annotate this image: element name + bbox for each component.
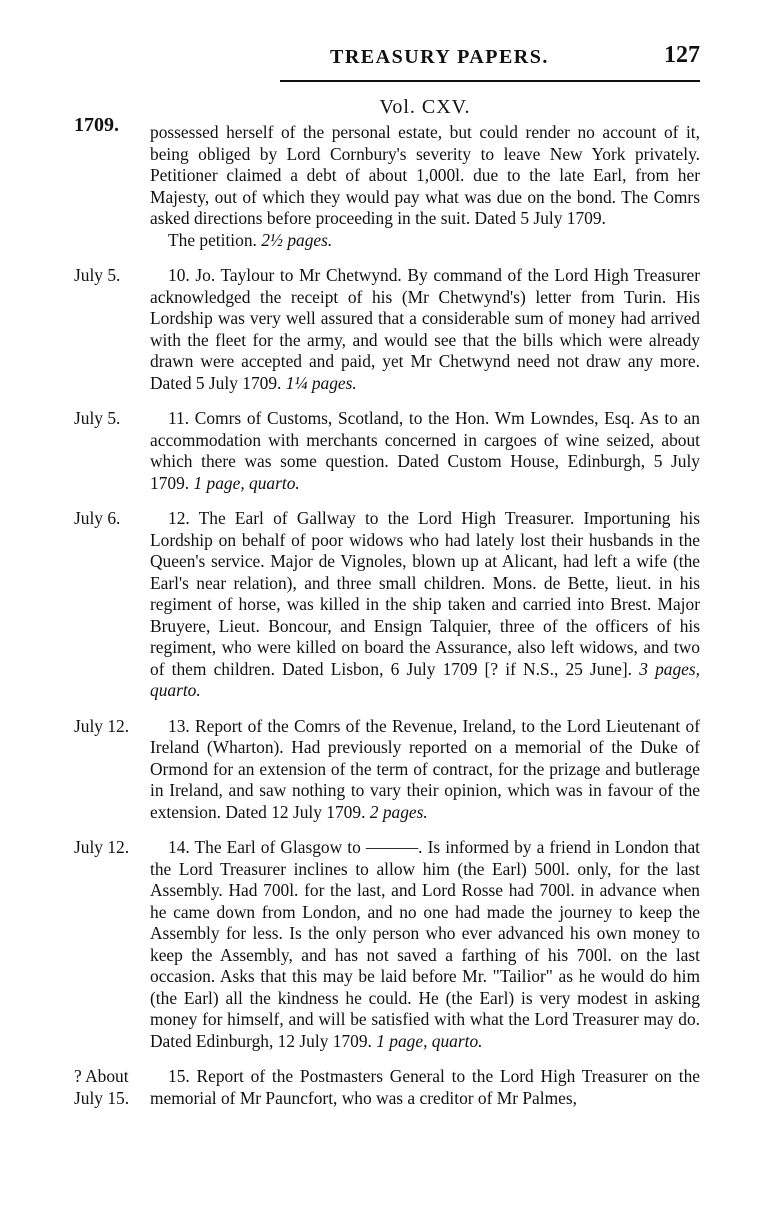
- year-margin-note: 1709.: [74, 114, 119, 136]
- page-number: 127: [664, 42, 700, 68]
- enclosure-line: [150, 230, 700, 252]
- entry-text: [150, 1066, 700, 1109]
- entry-pages: 2 pages.: [369, 801, 428, 822]
- volume-heading: Vol. CXV.: [379, 96, 471, 118]
- entry-text: [150, 508, 700, 702]
- enclosure-pages: 2½ pages.: [261, 229, 333, 250]
- header-rule: [280, 80, 700, 82]
- continuation-entry: [150, 122, 700, 251]
- entry-15: [74, 1066, 700, 1109]
- entry-14: [74, 837, 700, 1052]
- entry-pages: 1 page, quarto.: [193, 472, 300, 493]
- entry-10: [74, 265, 700, 394]
- entry-date: July 12.: [74, 837, 130, 857]
- entry-body: 15. Report of the Postmasters General to the Lord High Treasurer on the memorial of Mr Pauncfort, who was a creditor of Mr Palmes,: [150, 1066, 700, 1108]
- running-head: [280, 42, 700, 82]
- entry-date: ? About July 15.: [74, 1066, 130, 1108]
- entry-date: July 12.: [74, 715, 130, 736]
- entry-body: 12. The Earl of Gallway to the Lord High Treasurer. Importuning his Lordship on behalf of poor widows who had lately lost their husbands in the Queen's service. Major de Vignoles, blown up at Alicant, had left a wife (the Earl's near relation), and three small children. Mons. de Bette, lieut. in his regiment of horse, was killed in the ship taken and carried into Brest. Major Bruyere, Lieut. Boncour, and Ensign Talquier, three of the officers of his regiment, who were killed on board the Assurance, also left widows, and two of them children. Dated Lisbon, 6 July 1709 [? if N.S., 25 June].: [150, 508, 700, 679]
- entry-pages: 3 pages, quarto.: [150, 658, 701, 700]
- entry-date: July 5.: [74, 408, 121, 428]
- entry-text: [150, 408, 700, 494]
- entry-pages: 1¼ pages.: [285, 372, 357, 393]
- continuation-text: possessed herself of the personal estate, but could render no account of it, being obliged by Lord Cornbury's severity to leave New York privately. Petitioner claimed a debt of about 1,000l. due to the late Earl, from her Majesty, out of which they would pay what was due on the bond. The Comrs asked directions before proceeding in the suit. Dated 5 July 1709.: [150, 122, 700, 228]
- running-title: TREASURY PAPERS.: [330, 46, 549, 68]
- entry-text: [150, 716, 700, 824]
- text-column: [74, 122, 701, 1109]
- entry-11: [74, 408, 700, 494]
- entry-body: 11. Comrs of Customs, Scotland, to the Hon. Wm Lowndes, Esq. As to an accommodation with merchants concerned in cargoes of wine seized, about which there was some question. Dated Custom House, Edinburgh, 5 July 1709.: [150, 408, 700, 493]
- entry-13: [74, 715, 700, 824]
- entry-text: [150, 837, 700, 1052]
- entry-body: 13. Report of the Comrs of the Revenue, Ireland, to the Lord Lieutenant of Ireland (Wharton). Had previously reported on a memorial of the Duke of Ormond for an extension of the term of contract, for the prizage and butlerage in Ireland, and saw nothing to vary their opinion, which was in favour of the extension. Dated 12 July 1709.: [150, 715, 700, 822]
- entry-text: [150, 265, 700, 394]
- enclosure-label: The petition.: [168, 229, 257, 250]
- entry-date: July 5.: [74, 265, 121, 285]
- entry-pages: 1 page, quarto.: [376, 1030, 483, 1051]
- entry-date: July 6.: [74, 508, 121, 528]
- entry-body: 14. The Earl of Glasgow to ———. Is informed by a friend in London that the Lord Treasurer inclines to allow him (the Earl) 500l. only, for the last Assembly. Had 700l. for the last, and Lord Rosse had 700l. in advance when he came down from London, and no one had made the journey to keep the Assembly for less. Is the only person who ever advanced his own money to keep the Assembly, and has not saved a farthing of his 700l. on the last occasion. Asks that this may be laid before Mr. "Tailior" as he would do him (the Earl) all the kindness he could. He (the Earl) is very modest in asking money for himself, and will be satisfied with what the Lord Treasurer may do. Dated Edinburgh, 12 July 1709.: [150, 837, 700, 1051]
- entry-12: [74, 508, 701, 702]
- entry-body: 10. Jo. Taylour to Mr Chetwynd. By command of the Lord High Treasurer acknowledged the receipt of his (Mr Chetwynd's) letter from Turin. His Lordship was very well assured that a considerable sum of money had arrived with the fleet for the army, and would see that the bills which were already drawn were accepted and paid, yet Mr Chetwynd need not draw any more. Dated 5 July 1709.: [150, 265, 700, 393]
